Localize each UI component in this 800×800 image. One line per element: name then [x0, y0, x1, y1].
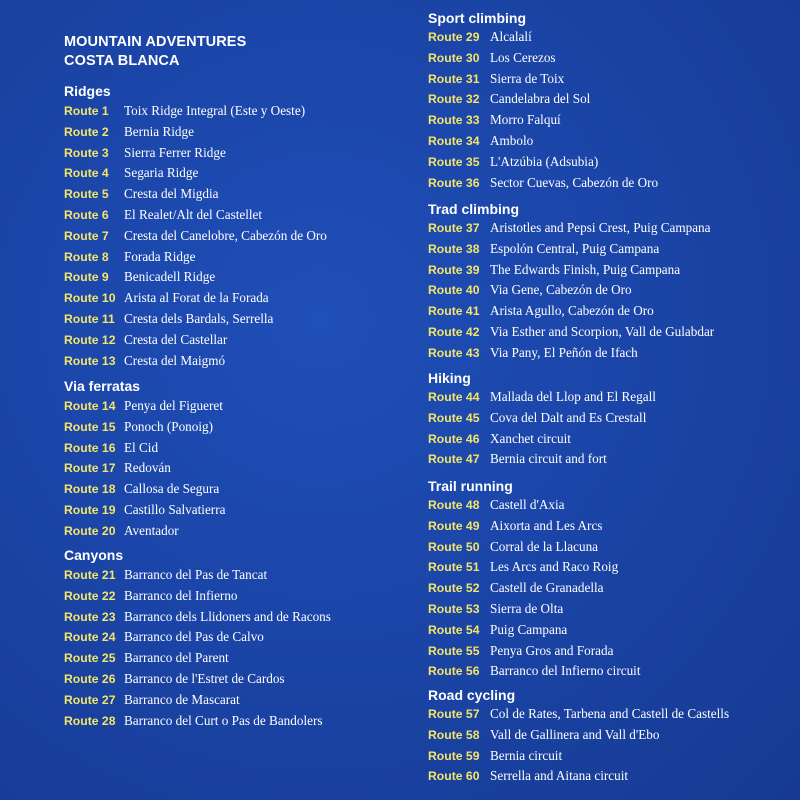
route-name: Les Arcs and Raco Roig	[490, 559, 619, 575]
route-name: Penya del Figueret	[124, 398, 223, 413]
route-name: Ponoch (Ponoig)	[124, 418, 214, 434]
route-name: Barranco del Curt o Pas de Bandolers	[124, 712, 323, 728]
route-name: Segaria Ridge	[124, 165, 199, 181]
route-number: Route 36	[428, 175, 480, 190]
route-name: Penya Gros and Forada	[490, 642, 614, 658]
section-heading-hiking: Hiking	[428, 370, 471, 386]
route-number: Route 42	[428, 325, 480, 339]
route-name: Redován	[124, 460, 171, 476]
route-number: Route 51	[428, 560, 480, 575]
section-heading-ridges: Ridges	[64, 83, 111, 99]
route-number: Route 35	[428, 154, 480, 169]
route-number: Route 60	[428, 769, 480, 784]
route-number: Route 44	[428, 390, 480, 404]
route-number: Route 50	[428, 539, 480, 554]
route-number: Route 57	[428, 707, 480, 721]
route-name: Castillo Salvatierra	[124, 502, 226, 517]
route-number: Route 37	[428, 221, 480, 235]
route-number: Route 31	[428, 71, 480, 86]
route-name: Vall de Gallinera and Vall d'Ebo	[490, 726, 660, 742]
route-number: Route 5	[64, 187, 109, 202]
route-name: Bernia Ridge	[124, 123, 194, 139]
route-name: Sector Cuevas, Cabezón de Oro	[490, 174, 659, 190]
route-name: Sierra de Toix	[490, 70, 565, 86]
route-name: Barranco del Infierno	[124, 587, 238, 603]
route-name: Barranco de l'Estret de Cardos	[124, 671, 285, 686]
route-number: Route 45	[428, 410, 480, 425]
route-name: Castell d'Axia	[490, 497, 565, 512]
route-number: Route 19	[64, 503, 116, 517]
route-name: Castell de Granadella	[490, 580, 604, 596]
route-name: Via Esther and Scorpion, Vall de Gulabdar	[490, 324, 715, 339]
route-name: Puig Campana	[490, 621, 568, 637]
route-number: Route 34	[428, 134, 480, 148]
route-number: Route 2	[64, 124, 109, 139]
section-heading-trail-running: Trail running	[428, 478, 513, 494]
route-name: Sierra de Olta	[490, 601, 564, 616]
route-number: Route 15	[64, 419, 116, 434]
route-number: Route 49	[428, 518, 480, 533]
route-number: Route 48	[428, 498, 480, 512]
route-number: Route 43	[428, 345, 480, 360]
route-number: Route 3	[64, 145, 109, 160]
route-name: Mallada del Llop and El Regall	[490, 389, 656, 404]
route-name: Morro Falquí	[490, 112, 561, 128]
route-name: Candelabra del Sol	[490, 91, 591, 107]
route-number: Route 33	[428, 113, 480, 128]
route-name: Col de Rates, Tarbena and Castell de Castells	[490, 706, 730, 721]
route-number: Route 11	[64, 312, 115, 326]
route-name: Sierra Ferrer Ridge	[124, 144, 226, 160]
section-heading-road-cycling: Road cycling	[428, 687, 516, 703]
route-name: Arista Agullo, Cabezón de Oro	[490, 303, 654, 319]
route-number: Route 13	[64, 353, 116, 368]
route-name: Cova del Dalt and Es Crestall	[490, 409, 647, 425]
route-name: Barranco del Pas de Calvo	[124, 629, 264, 645]
route-name: Cresta del Canelobre, Cabezón de Oro	[124, 227, 327, 243]
route-name: Arista al Forat de la Forada	[124, 290, 269, 306]
route-number: Route 22	[64, 588, 116, 603]
route-number: Route 55	[428, 643, 480, 658]
route-name: Via Pany, El Peñón de Ifach	[490, 344, 638, 360]
section-heading-canyons: Canyons	[64, 547, 124, 563]
route-number: Route 39	[428, 262, 480, 277]
route-number: Route 1	[64, 104, 109, 118]
route-name: Cresta del Migdia	[124, 186, 219, 202]
route-number: Route 38	[428, 241, 480, 256]
route-number: Route 26	[64, 672, 116, 686]
route-name: Barranco del Parent	[124, 650, 229, 666]
route-number: Route 53	[428, 602, 480, 616]
section-heading-sport-climbing: Sport climbing	[428, 10, 526, 26]
route-number: Route 14	[64, 399, 116, 413]
route-number: Route 17	[64, 461, 116, 476]
route-name: Ambolo	[490, 133, 534, 148]
route-name: Barranco del Pas de Tancat	[124, 567, 268, 582]
route-number: Route 20	[64, 523, 116, 538]
route-name: Corral de la Llacuna	[490, 538, 599, 554]
section-heading-trad-climbing: Trad climbing	[428, 201, 520, 217]
route-number: Route 23	[64, 609, 116, 624]
route-name: Toix Ridge Integral (Este y Oeste)	[124, 103, 306, 118]
route-name: Aventador	[124, 522, 179, 538]
route-number: Route 16	[64, 440, 116, 455]
book-title	[64, 33, 246, 71]
route-name: El Cid	[124, 439, 159, 455]
route-number: Route 7	[64, 228, 109, 243]
route-name: Barranco dels Llidoners and de Racons	[124, 608, 331, 624]
route-name: Barranco del Infierno circuit	[490, 663, 641, 679]
route-number: Route 9	[64, 270, 109, 285]
route-name: L'Atzúbia (Adsubia)	[490, 153, 599, 169]
route-number: Route 4	[64, 166, 109, 181]
route-number: Route 58	[428, 727, 480, 742]
route-number: Route 8	[64, 249, 109, 264]
route-number: Route 32	[428, 92, 480, 107]
route-name: Aixorta and Les Arcs	[490, 517, 603, 533]
route-number: Route 18	[64, 482, 116, 497]
route-number: Route 59	[428, 748, 480, 763]
route-number: Route 6	[64, 208, 109, 222]
route-number: Route 47	[428, 452, 480, 467]
route-number: Route 25	[64, 651, 116, 666]
route-number: Route 27	[64, 692, 116, 707]
route-name: Bernia circuit and fort	[490, 451, 607, 467]
route-number: Route 28	[64, 713, 116, 728]
route-number: Route 41	[428, 304, 480, 319]
route-number: Route 52	[428, 581, 480, 596]
route-name: Benicadell Ridge	[124, 269, 216, 285]
book-title-line-1: MOUNTAIN ADVENTURES	[64, 34, 247, 50]
route-name: Cresta del Castellar	[124, 331, 228, 347]
route-name: Xanchet circuit	[490, 430, 571, 446]
route-number: Route 24	[64, 630, 116, 645]
route-number: Route 12	[64, 332, 116, 347]
route-name: Cresta del Maigmó	[124, 352, 226, 368]
route-name: Forada Ridge	[124, 248, 196, 264]
route-name: El Realet/Alt del Castellet	[124, 207, 263, 222]
route-name: Aristotles and Pepsi Crest, Puig Campana	[490, 220, 711, 235]
route-number: Route 21	[64, 568, 116, 582]
route-number: Route 29	[428, 30, 480, 44]
route-name: Los Cerezos	[490, 49, 556, 65]
route-number: Route 54	[428, 622, 480, 637]
route-name: Barranco de Mascarat	[124, 691, 240, 707]
route-name: Callosa de Segura	[124, 481, 220, 497]
route-name: Alcalalí	[490, 29, 532, 44]
section-heading-via-ferratas: Via ferratas	[64, 378, 141, 394]
route-number: Route 10	[64, 291, 116, 306]
route-number: Route 46	[428, 431, 480, 446]
route-name: Serrella and Aitana circuit	[490, 768, 629, 784]
route-name: Via Gene, Cabezón de Oro	[490, 282, 632, 298]
book-title-line-2: COSTA BLANCA	[64, 53, 180, 69]
route-name: Cresta dels Bardals, Serrella	[124, 311, 274, 326]
route-number: Route 30	[428, 50, 480, 65]
route-name: Bernia circuit	[490, 747, 563, 763]
route-name: The Edwards Finish, Puig Campana	[490, 261, 681, 277]
route-number: Route 56	[428, 664, 480, 679]
route-number: Route 40	[428, 283, 480, 298]
route-name: Espolón Central, Puig Campana	[490, 240, 660, 256]
